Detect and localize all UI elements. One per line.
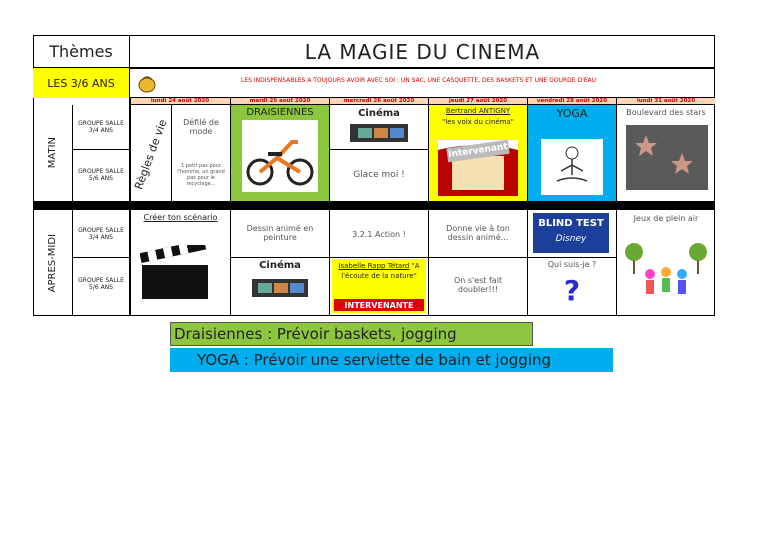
blind-test-title: BLIND TEST (538, 217, 604, 229)
age-label: LES 3/6 ANS (33, 68, 130, 98)
boulevard-image (626, 125, 708, 190)
cell-divider (329, 257, 428, 258)
group-divider (72, 149, 130, 150)
yoga-note-text: YOGA : Prévoir une serviette de bain et jogging (197, 351, 552, 369)
disney-logo: Disney (555, 234, 587, 244)
draisiennes-image (242, 120, 318, 192)
glace-moi: Glace moi ! (353, 170, 405, 180)
left-column-divider (72, 105, 73, 316)
donne-vie: Donne vie à ton dessin animé... (446, 224, 510, 242)
cell-divider (230, 257, 329, 258)
intervenant-name: Bertrand ANTIGNY (445, 107, 511, 115)
film-reel-icon (350, 120, 408, 146)
cinema-title: Cinéma (358, 107, 400, 119)
doubler: On s'est fait doubler!!! (453, 276, 503, 294)
regles-de-vie: Règles de vie (132, 117, 170, 191)
cell-divider (428, 257, 527, 258)
plein-air-title: Jeux de plein air (633, 213, 699, 223)
page-title: LA MAGIE DU CINEMA (304, 39, 541, 64)
defile-note: 1 petit pas pour l'homme, un grand pas pour le recyclage... (177, 163, 225, 187)
dessin-anime: Dessin animé en peinture (246, 224, 314, 242)
group-label: GROUPE SALLE 5/6 ANS (78, 277, 124, 291)
defile-divider (171, 105, 172, 201)
period-afternoon-label: APRES-MIDI (47, 233, 58, 293)
col-line (329, 105, 330, 316)
cell-divider (329, 149, 428, 150)
day-header: jeudi 27 août 2020 (428, 97, 527, 105)
plein-air-image (622, 232, 710, 306)
period-morning (33, 105, 72, 201)
yoga-title: YOGA (556, 106, 588, 120)
period-afternoon (33, 210, 72, 316)
day-header: mercredi 26 août 2020 (329, 97, 428, 105)
group-divider (72, 257, 130, 258)
scenario-title: Créer ton scénario (143, 212, 218, 222)
defile-title: Défilé de mode (183, 118, 219, 136)
film-reel-icon (252, 275, 308, 301)
group-label: GROUPE SALLE 5/6 ANS (78, 168, 124, 182)
day-header: vendredi 28 août 2020 (527, 97, 616, 105)
clapperboard-icon (140, 245, 210, 300)
group-label: GROUPE SALLE 3/4 ANS (78, 227, 124, 241)
qui-suis-je: Qui suis-je ? (547, 259, 597, 269)
question-mark-icon: ? (563, 273, 581, 307)
yoga-image (541, 139, 603, 195)
action: 3.2.1 Action ! (352, 229, 406, 239)
boulevard-title: Boulevard des stars (626, 107, 706, 117)
cinema-title-afternoon: Cinéma (259, 259, 301, 271)
period-morning-label: MATIN (47, 137, 58, 169)
intervenant-badge: Intervenant (446, 140, 509, 162)
intervenant-topic: "les voix du cinéma" (441, 118, 515, 126)
day-header: lundi 24 août 2020 (150, 98, 210, 104)
themes-label: Thèmes (33, 35, 130, 68)
day-header: mardi 25 août 2020 (230, 97, 329, 105)
notice-text: LES INDISPENSABLES A TOUJOURS AVOIR AVEC SOI : UN SAC, UNE CASQUETTE, DES BASKETS ET UNE GOURDE D'EAU (241, 77, 597, 84)
group-label: GROUPE SALLE 3/4 ANS (78, 120, 124, 134)
bag-icon (136, 72, 158, 94)
period-separator (33, 201, 715, 210)
isabelle-text: Isabelle Rapp Tétard "A l'écoute de la nature" (338, 262, 420, 280)
intervenante-badge: INTERVENANTE (334, 299, 424, 311)
draisiennes-title: DRAISIENNES (246, 106, 314, 118)
day-header: lundi 31 août 2020 (616, 97, 715, 105)
draisiennes-note-text: Draisiennes : Prévoir baskets, jogging (174, 325, 457, 343)
header-divider (33, 67, 715, 69)
